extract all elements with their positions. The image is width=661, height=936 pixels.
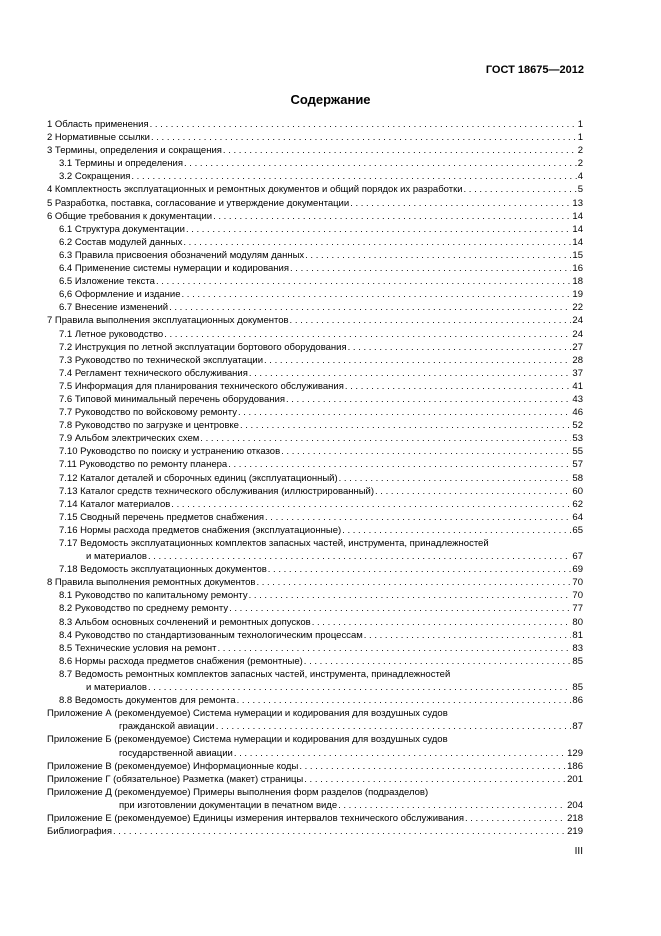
toc-entry[interactable] bbox=[47, 760, 583, 773]
toc-entry[interactable] bbox=[47, 733, 583, 746]
toc-entry[interactable] bbox=[47, 681, 583, 694]
page-title: Содержание bbox=[290, 92, 371, 107]
toc-entry[interactable] bbox=[47, 288, 583, 301]
toc-entry-label: 7.5 Информация для планирования технического обслуживания bbox=[59, 380, 344, 392]
toc-entry-label: 1 Область применения bbox=[47, 119, 149, 130]
toc-entry-label: и материалов bbox=[86, 682, 147, 694]
toc-entry-page: 43 bbox=[572, 393, 583, 405]
toc-entry[interactable] bbox=[47, 773, 583, 786]
toc-entry-page: 19 bbox=[572, 289, 583, 301]
toc-entry-page: 14 bbox=[572, 236, 583, 248]
standard-number: ГОСТ 18675—2012 bbox=[485, 64, 584, 76]
toc-entry-page: 37 bbox=[572, 367, 583, 379]
toc-entry-page: 1 bbox=[577, 132, 583, 144]
dot-leader bbox=[350, 197, 571, 210]
toc-entry[interactable] bbox=[47, 197, 583, 210]
dot-leader bbox=[375, 485, 571, 498]
toc-entry[interactable] bbox=[47, 170, 583, 183]
toc-entry-page: 14 bbox=[572, 223, 583, 235]
toc-entry-label: 7.13 Каталог средств технического обслуживания (иллюстрированный) bbox=[59, 485, 375, 497]
toc-entry-label: 8.1 Руководство по капитальному ремонту bbox=[59, 590, 248, 602]
dot-leader bbox=[200, 432, 571, 445]
toc-entry-page: 81 bbox=[572, 629, 583, 641]
toc-entry[interactable] bbox=[47, 694, 583, 707]
toc-entry-label: 7.4 Регламент технического обслуживания bbox=[59, 367, 248, 379]
toc-entry-page: 65 bbox=[572, 524, 583, 536]
toc-entry[interactable] bbox=[47, 314, 583, 327]
toc-entry[interactable] bbox=[47, 825, 583, 838]
toc-entry-page: 1 bbox=[577, 119, 583, 130]
toc-entry-label: 7.2 Инструкция по летной эксплуатации бортового оборудования bbox=[59, 341, 347, 353]
toc-entry[interactable] bbox=[47, 144, 583, 157]
toc-entry-label: 7 Правила выполнения эксплуатационных документов bbox=[47, 315, 289, 327]
toc-entry-label: 7.12 Каталог деталей и сборочных единиц (эксплуатационный) bbox=[59, 472, 338, 484]
toc-entry[interactable] bbox=[47, 223, 583, 236]
toc-entry-label: 6.3 Правила присвоения обозначений модулям данных bbox=[59, 249, 305, 261]
toc-entry-label: 7.10 Руководство по поиску и устранению отказов bbox=[59, 446, 281, 458]
toc-entry[interactable] bbox=[47, 328, 583, 341]
toc-entry-page: 83 bbox=[572, 642, 583, 654]
toc-entry-label: государственной авиации bbox=[119, 747, 233, 759]
toc-entry[interactable] bbox=[47, 524, 583, 537]
toc-entry-page: 13 bbox=[572, 197, 583, 209]
toc-entry[interactable] bbox=[47, 576, 583, 589]
dot-leader bbox=[364, 629, 572, 642]
toc-entry-label: Приложение А (рекомендуемое) Система нумерации и кодирования для воздушных судов bbox=[47, 708, 448, 720]
toc-entry-label: 7.11 Руководство по ремонту планера bbox=[59, 459, 228, 471]
toc-entry-label: Приложение Д (рекомендуемое) Примеры выполнения форм разделов (подразделов) bbox=[47, 786, 429, 798]
toc-entry[interactable] bbox=[47, 589, 583, 602]
dot-leader bbox=[237, 694, 572, 707]
dot-leader bbox=[290, 314, 572, 327]
toc-entry-label: и материалов bbox=[86, 551, 147, 563]
toc-entry-label: 5 Разработка, поставка, согласование и утверждение документации bbox=[47, 197, 350, 209]
toc-entry-label: 6.5 Изложение текста bbox=[59, 276, 155, 288]
dot-leader bbox=[151, 131, 577, 144]
toc-entry-page: 64 bbox=[572, 511, 583, 523]
dot-leader bbox=[182, 288, 572, 301]
toc-entry-page: 52 bbox=[572, 420, 583, 432]
toc-entry[interactable] bbox=[47, 131, 583, 144]
dot-leader bbox=[228, 458, 571, 471]
toc-entry[interactable] bbox=[47, 616, 583, 629]
toc-entry-page: 24 bbox=[572, 315, 583, 327]
toc-entry-page: 219 bbox=[567, 826, 583, 838]
dot-leader bbox=[216, 720, 572, 733]
toc-entry-page: 201 bbox=[567, 773, 583, 785]
dot-leader bbox=[249, 589, 572, 602]
dot-leader bbox=[348, 341, 572, 354]
toc-entry-page: 86 bbox=[572, 695, 583, 707]
dot-leader bbox=[464, 183, 577, 196]
toc-entry-page: 41 bbox=[572, 380, 583, 392]
toc-entry-page: 87 bbox=[572, 721, 583, 733]
toc-entry[interactable] bbox=[47, 406, 583, 419]
toc-entry[interactable] bbox=[47, 249, 583, 262]
toc-entry[interactable] bbox=[47, 380, 583, 393]
dot-leader bbox=[264, 354, 571, 367]
toc-entry-label: 4 Комплектность эксплуатационных и ремонтных документов и общий порядок их разработки bbox=[47, 184, 463, 196]
dot-leader bbox=[465, 812, 566, 825]
toc-entry-page: 57 bbox=[572, 459, 583, 471]
toc-entry-label: 3.1 Термины и определения bbox=[59, 158, 184, 170]
dot-leader bbox=[304, 773, 566, 786]
toc-entry-label: 3.2 Сокращения bbox=[59, 171, 131, 183]
toc-entry-label: 6,6 Оформление и издание bbox=[59, 289, 181, 301]
toc-entry-label: 8.7 Ведомость ремонтных комплектов запасных частей, инструмента, принадлежностей bbox=[59, 668, 451, 680]
dot-leader bbox=[342, 524, 571, 537]
toc-entry-label: 7.1 Летное руководство bbox=[59, 328, 164, 340]
toc-entry[interactable] bbox=[47, 511, 583, 524]
toc-entry-page: 55 bbox=[572, 446, 583, 458]
toc-entry-label: 7.8 Руководство по загрузке и центровке bbox=[59, 420, 239, 432]
toc-entry[interactable] bbox=[47, 183, 583, 196]
toc-entry-page: 28 bbox=[572, 354, 583, 366]
toc-entry[interactable] bbox=[47, 118, 583, 131]
toc-entry[interactable] bbox=[47, 707, 583, 720]
toc-entry-page: 77 bbox=[572, 603, 583, 615]
toc-entry-label: Библиография bbox=[47, 826, 112, 838]
dot-leader bbox=[213, 210, 571, 223]
toc-entry-page: 62 bbox=[572, 498, 583, 510]
toc-entry-page: 204 bbox=[567, 799, 583, 811]
dot-leader bbox=[234, 747, 566, 760]
toc-entry-label: 8.2 Руководство по среднему ремонту bbox=[59, 603, 229, 615]
toc-entry-label: 6 Общие требования к документации bbox=[47, 210, 213, 222]
toc-entry-label: 7.6 Типовой минимальный перечень оборудования bbox=[59, 393, 285, 405]
dot-leader bbox=[148, 681, 571, 694]
toc-entry-label: 8.3 Альбом основных сочленений и ремонтных допусков bbox=[59, 616, 311, 628]
toc-entry-label: Приложение Б (рекомендуемое) Система нумерации и кодирования для воздушных судов bbox=[47, 734, 448, 746]
dot-leader bbox=[312, 616, 572, 629]
toc-entry[interactable] bbox=[47, 812, 583, 825]
dot-leader bbox=[286, 393, 571, 406]
dot-leader bbox=[131, 170, 576, 183]
dot-leader bbox=[281, 445, 571, 458]
toc-entry[interactable] bbox=[47, 485, 583, 498]
toc-entry[interactable] bbox=[47, 668, 583, 681]
dot-leader bbox=[169, 301, 571, 314]
toc-entry-label: 7.16 Нормы расхода предметов снабжения (эксплуатационные) bbox=[59, 524, 342, 536]
toc-entry[interactable] bbox=[47, 354, 583, 367]
dot-leader bbox=[345, 380, 572, 393]
toc-entry-label: 2 Нормативные ссылки bbox=[47, 132, 150, 144]
toc-entry[interactable] bbox=[47, 445, 583, 458]
dot-leader bbox=[150, 118, 577, 131]
toc-entry-label: 6.1 Структура документации bbox=[59, 223, 185, 235]
toc-entry[interactable] bbox=[47, 432, 583, 445]
dot-leader bbox=[299, 760, 566, 773]
toc-entry[interactable] bbox=[47, 236, 583, 249]
toc-entry-page: 27 bbox=[572, 341, 583, 353]
toc-entry[interactable] bbox=[47, 393, 583, 406]
toc-entry[interactable] bbox=[47, 498, 583, 511]
toc-entry-label: 7.3 Руководство по технической эксплуатации bbox=[59, 354, 264, 366]
dot-leader bbox=[290, 262, 571, 275]
toc-entry[interactable] bbox=[47, 157, 583, 170]
toc-entry[interactable] bbox=[47, 563, 583, 576]
toc-entry-label: Приложение Е (рекомендуемое) Единицы измерения интервалов технического обслуживания bbox=[47, 812, 464, 824]
toc-entry[interactable] bbox=[47, 642, 583, 655]
dot-leader bbox=[238, 406, 571, 419]
toc-entry-label: 7.14 Каталог материалов bbox=[59, 498, 171, 510]
toc-entry-page: 129 bbox=[567, 747, 583, 759]
dot-leader bbox=[339, 472, 572, 485]
toc-entry[interactable] bbox=[47, 799, 583, 812]
toc-entry-page: 2 bbox=[577, 145, 583, 157]
toc-entry-page: 53 bbox=[572, 433, 583, 445]
toc-entry-label: 6.2 Состав модулей данных bbox=[59, 236, 183, 248]
toc-entry-label: Приложение В (рекомендуемое) Информационные коды bbox=[47, 760, 299, 772]
toc-entry-page: 218 bbox=[567, 812, 583, 824]
toc-entry[interactable] bbox=[47, 550, 583, 563]
toc-entry-page: 67 bbox=[572, 551, 583, 563]
toc-entry[interactable] bbox=[47, 210, 583, 223]
toc-entry-page: 60 bbox=[572, 485, 583, 497]
dot-leader bbox=[304, 655, 572, 668]
toc-entry-label: при изготовлении документации в печатном виде bbox=[119, 799, 338, 811]
dot-leader bbox=[265, 511, 571, 524]
toc-entry-page: 186 bbox=[567, 760, 583, 772]
toc-entry-label: 6.4 Применение системы нумерации и кодирования bbox=[59, 263, 290, 275]
toc-entry-page: 24 bbox=[572, 328, 583, 340]
toc-entry[interactable] bbox=[47, 275, 583, 288]
dot-leader bbox=[305, 249, 571, 262]
toc-entry-label: 6.7 Внесение изменений bbox=[59, 302, 169, 314]
toc-entry[interactable] bbox=[47, 655, 583, 668]
toc-entry[interactable] bbox=[47, 629, 583, 642]
toc-entry[interactable] bbox=[47, 747, 583, 760]
toc-entry-page: 70 bbox=[572, 577, 583, 589]
toc-entry-page: 80 bbox=[572, 616, 583, 628]
toc-entry-label: 7.7 Руководство по войсковому ремонту bbox=[59, 407, 237, 419]
dot-leader bbox=[164, 328, 571, 341]
table-of-contents bbox=[47, 118, 583, 838]
dot-leader bbox=[217, 642, 571, 655]
dot-leader bbox=[171, 498, 571, 511]
toc-entry-label: Приложение Г (обязательное) Разметка (макет) страницы bbox=[47, 773, 304, 785]
toc-entry[interactable] bbox=[47, 602, 583, 615]
dot-leader bbox=[183, 236, 571, 249]
toc-entry-page: 70 bbox=[572, 590, 583, 602]
toc-entry-label: 7.15 Сводный перечень предметов снабжения bbox=[59, 511, 265, 523]
toc-entry[interactable] bbox=[47, 720, 583, 733]
toc-entry-label: 3 Термины, определения и сокращения bbox=[47, 145, 222, 157]
toc-entry-page: 4 bbox=[577, 171, 583, 183]
toc-entry[interactable] bbox=[47, 419, 583, 432]
toc-entry-page: 46 bbox=[572, 407, 583, 419]
toc-entry-label: 8.8 Ведомость документов для ремонта bbox=[59, 695, 236, 707]
toc-entry-page: 16 bbox=[572, 263, 583, 275]
page-number: III bbox=[574, 846, 583, 857]
dot-leader bbox=[113, 825, 566, 838]
toc-entry-label: 8.6 Нормы расхода предметов снабжения (ремонтные) bbox=[59, 655, 303, 667]
toc-entry-label: 8.4 Руководство по стандартизованным технологическим процессам bbox=[59, 629, 363, 641]
toc-entry[interactable] bbox=[47, 472, 583, 485]
toc-entry-page: 85 bbox=[572, 682, 583, 694]
toc-entry-label: 7.18 Ведомость эксплуатационных документов bbox=[59, 564, 267, 576]
dot-leader bbox=[229, 602, 571, 615]
toc-entry-page: 5 bbox=[577, 184, 583, 196]
dot-leader bbox=[223, 144, 577, 157]
toc-entry-page: 22 bbox=[572, 302, 583, 314]
toc-entry[interactable] bbox=[47, 537, 583, 550]
dot-leader bbox=[240, 419, 571, 432]
dot-leader bbox=[148, 550, 571, 563]
toc-entry-page: 18 bbox=[572, 276, 583, 288]
toc-entry[interactable] bbox=[47, 367, 583, 380]
toc-entry-label: гражданской авиации bbox=[119, 721, 215, 733]
toc-entry-label: 8 Правила выполнения ремонтных документов bbox=[47, 577, 256, 589]
dot-leader bbox=[184, 157, 577, 170]
dot-leader bbox=[156, 275, 571, 288]
toc-entry[interactable] bbox=[47, 341, 583, 354]
toc-entry-label: 7.17 Ведомость эксплуатационных комплектов запасных частей, инструмента, принадлежностей bbox=[59, 538, 489, 549]
dot-leader bbox=[338, 799, 566, 812]
dot-leader bbox=[268, 563, 572, 576]
toc-entry-page: 69 bbox=[572, 564, 583, 576]
toc-entry-page: 2 bbox=[577, 158, 583, 170]
dot-leader bbox=[256, 576, 571, 589]
dot-leader bbox=[186, 223, 571, 236]
toc-entry-page: 15 bbox=[572, 249, 583, 261]
toc-entry[interactable] bbox=[47, 301, 583, 314]
toc-entry[interactable] bbox=[47, 262, 583, 275]
toc-entry[interactable] bbox=[47, 458, 583, 471]
toc-entry-page: 14 bbox=[572, 210, 583, 222]
toc-entry[interactable] bbox=[47, 786, 583, 799]
toc-entry-label: 8.5 Технические условия на ремонт bbox=[59, 642, 217, 654]
toc-entry-label: 7.9 Альбом электрических схем bbox=[59, 433, 200, 445]
toc-entry-page: 58 bbox=[572, 472, 583, 484]
toc-entry-page: 85 bbox=[572, 655, 583, 667]
dot-leader bbox=[249, 367, 572, 380]
